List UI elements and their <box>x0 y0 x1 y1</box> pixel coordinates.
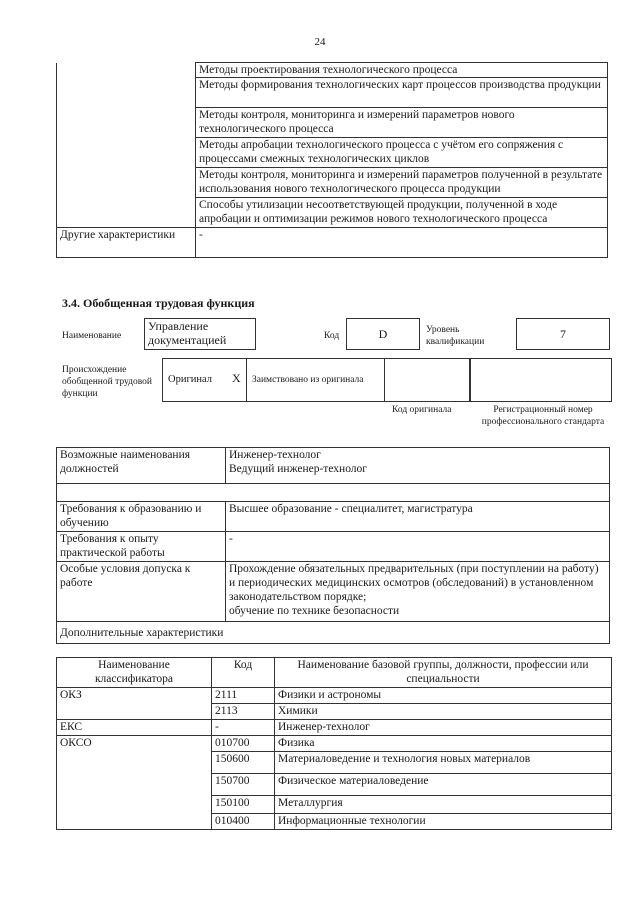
header-cell: Наименование базовой группы, должности, профессии или специальности <box>275 658 612 688</box>
origin-label: Происхождение обобщенной трудовой функции <box>62 365 152 399</box>
header-cell: Код <box>212 658 275 688</box>
experience-value: - <box>226 532 610 562</box>
table-cell: Методы контроля, мониторинга и измерений параметров полученной в результате использования нового технологического процесса продукции <box>196 168 608 198</box>
original-code-box <box>384 358 470 402</box>
section-title: 3.4. Обобщенная трудовая функция <box>62 296 255 310</box>
table-cell: ОКЗ <box>57 688 212 720</box>
table-cell: Методы проектирования технологического процесса <box>196 63 608 78</box>
code-value: D <box>346 318 420 350</box>
table-cell: 010700 <box>212 736 275 752</box>
table-cell: 150700 <box>212 774 275 796</box>
level-value: 7 <box>516 318 610 350</box>
table-cell: Физическое материаловедение <box>275 774 612 796</box>
label-cell <box>57 63 196 228</box>
table-cell: Методы формирования технологических карт процессов производства продукции <box>196 78 608 108</box>
borrowed-label: Заимствовано из оригинала <box>252 375 364 385</box>
positions-value <box>226 448 610 484</box>
table-cell: Методы апробации технологического процесса с учётом его сопряжения с процессами смежных технологических циклов <box>196 138 608 168</box>
table-cell: 150600 <box>212 752 275 774</box>
header-cell: Наименование классификатора <box>57 658 212 688</box>
position-item: Инженер-технолог <box>229 449 321 461</box>
table-cell: 010400 <box>212 814 275 830</box>
reg-number-label: Регистрационный номер профессионального стандарта <box>481 405 605 427</box>
table-cell: Материаловедение и технология новых материалов <box>275 752 612 774</box>
table-cell: 150100 <box>212 796 275 814</box>
table-cell: ОКСО <box>57 736 212 830</box>
education-label: Требования к образованию и обучению <box>57 502 226 532</box>
page-number: 24 <box>314 36 326 48</box>
table-cell: 2111 <box>212 688 275 704</box>
table-cell: Инженер-технолог <box>275 720 612 736</box>
other-characteristics-value: - <box>196 228 608 258</box>
table-cell: Методы контроля, мониторинга и измерений параметров нового технологического процесса <box>196 108 608 138</box>
level-label: Уровень квалификации <box>426 325 485 347</box>
function-details-table <box>56 447 610 644</box>
name-label: Наименование <box>62 331 122 341</box>
table-cell: Физики и астрономы <box>275 688 612 704</box>
knowledge-table <box>56 62 608 258</box>
conditions-text: Прохождение обязательных предварительных (при поступлении на работу) и периодических медицинских осмотров (обследований) в установленном законодательством порядке; <box>229 563 599 603</box>
table-cell: Физика <box>275 736 612 752</box>
table-cell: 2113 <box>212 704 275 720</box>
positions-label: Возможные наименования должностей <box>57 448 226 484</box>
original-code-label: Код оригинала <box>392 405 452 415</box>
table-cell: ЕКС <box>57 720 212 736</box>
conditions-label: Особые условия допуска к работе <box>57 562 226 622</box>
original-label: Оригинал <box>168 374 212 385</box>
table-cell: Информационные технологии <box>275 814 612 830</box>
position-item: Ведущий инженер-технолог <box>229 463 367 475</box>
conditions-text: обучение по технике безопасности <box>229 605 400 617</box>
spacer-row <box>57 484 610 502</box>
table-cell: Способы утилизации несоответствующей продукции, полученной в ходе апробации и оптимизации режимов нового технологического процесса <box>196 198 608 228</box>
other-characteristics-label: Другие характеристики <box>57 228 196 258</box>
table-cell: - <box>212 720 275 736</box>
additional-label: Дополнительные характеристики <box>57 622 610 644</box>
table-cell: Химики <box>275 704 612 720</box>
original-mark: X <box>232 371 241 385</box>
divider <box>246 358 247 402</box>
reg-number-box <box>470 358 612 402</box>
conditions-value <box>226 562 610 622</box>
classifier-table <box>56 657 612 830</box>
name-value: Управление документацией <box>144 318 256 350</box>
experience-label: Требования к опыту практической работы <box>57 532 226 562</box>
code-label: Код <box>324 331 340 341</box>
table-cell: Металлургия <box>275 796 612 814</box>
education-value: Высшее образование - специалитет, магистратура <box>226 502 610 532</box>
